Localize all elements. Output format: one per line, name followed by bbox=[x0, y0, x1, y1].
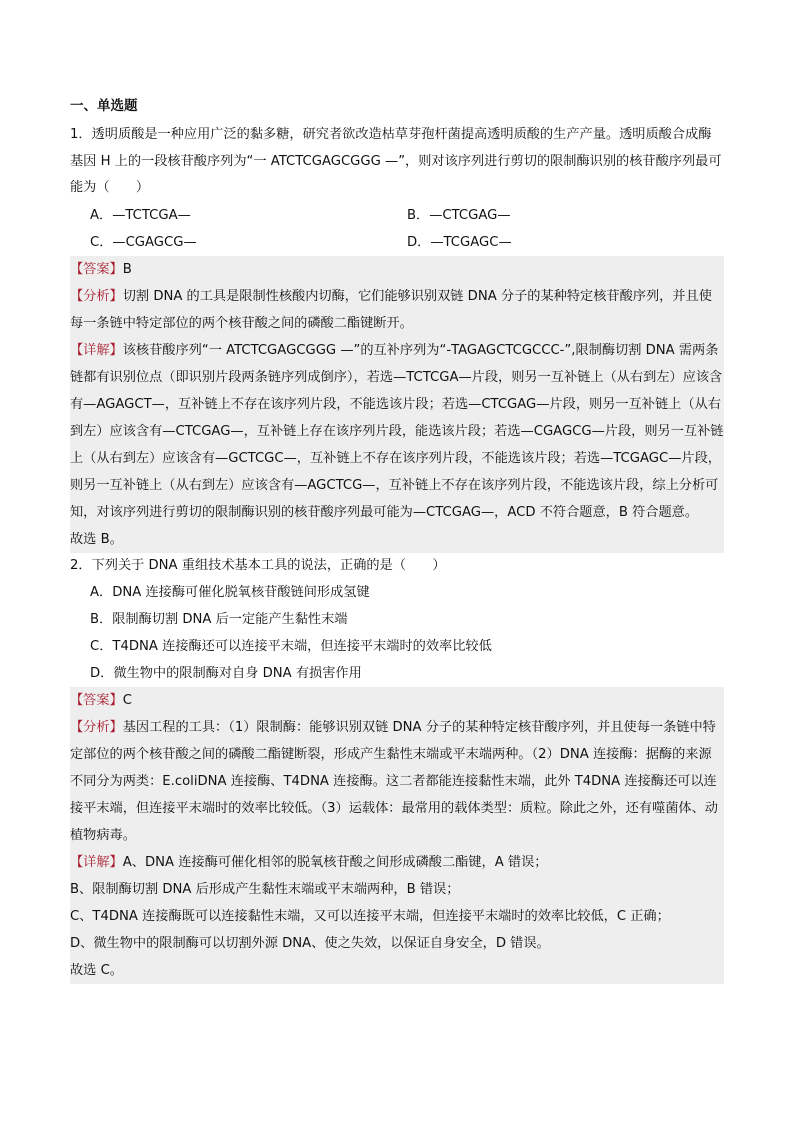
question-1-solution bbox=[70, 256, 724, 553]
analysis-tag: 【分析】 bbox=[70, 720, 123, 735]
detail-tag: 【详解】 bbox=[70, 855, 123, 870]
detail-line-c: C、T4DNA 连接酶既可以连接黏性末端，又可以连接平末端，但连接平末端时的效率比较低，C 正确； bbox=[70, 909, 670, 924]
q2-option-d: D．微生物中的限制酶对自身 DNA 有损害作用 bbox=[90, 666, 362, 681]
analysis-tag: 【分析】 bbox=[70, 288, 123, 304]
question-2-solution bbox=[70, 687, 724, 984]
q2-analysis bbox=[70, 714, 724, 849]
detail-text: 该核苷酸序列“一 ATCTCGAGCGGG —”的互补序列为“-TAGAGCTCGCCC-”,限制酶切割 DNA 需两条链都有识别位点（即识别片段两条链序列成倒序），若选—TCTCGA—片段，则另一互补链上（从右到左）应该含有—AGAGCT—，互补链上不存在该序列片段，不能选该片段；若选—CTCGAG—片段，则另一互补链上（从右到左）应该含有—CTCGAG—，互补链上存在该序列片段，能选该片段；若选—CGAGCG—片段，则另一互补链上（从右到左）应该含有—GCTCGC—，互补链上不存在该序列片段，不能选该片段；若选—TCGAGC—片段，则另一互补链上（从右到左）应该含有—AGCTCG—，互补链上不存在该序列片段，不能选该片段，综上分析可知，对该序列进行剪切的限制酶识别的核苷酸序列最可能为—CTCGAG—，ACD 不符合题意，B 符合题意。 bbox=[70, 342, 724, 520]
q1-detail bbox=[70, 337, 724, 526]
answer-value: C bbox=[122, 693, 132, 708]
detail-line-a: A、DNA 连接酶可催化相邻的脱氧核苷酸之间形成磷酸二酯键，A 错误； bbox=[122, 855, 548, 870]
q1-option-a: A．—TCTCGA— bbox=[90, 207, 191, 223]
analysis-text: 基因工程的工具：（1）限制酶：能够识别双链 DNA 分子的某种特定核苷酸序列，并且使每一条链中特定部位的两个核苷酸之间的磷酸二酯键断裂，形成产生黏性末端或平末端两种。（2）DNA 连接酶：据酶的来源不同分为两类：E.coliDNA 连接酶、T4DNA 连接酶。这二者都能连接黏性末端，此外 T4DNA 连接酶还可以连接平末端，但连接平末端时的效率比较低。（3）运载体：最常用的载体类型：质粒。除此之外，还有噬菌体、动植物病毒。 bbox=[70, 720, 718, 843]
question-1-stem: 1．透明质酸是一种应用广泛的黏多糖，研究者欲改造枯草芽孢杆菌提高透明质酸的生产产量。透明质酸合成酶基因 H 上的一段核苷酸序列为“一 ATCTCGAGCGGG —”，则对该序列进行剪切的限制酶识别的核苷酸序列最可能为（ ） bbox=[70, 127, 722, 195]
q1-option-c: C．—CGAGCG— bbox=[90, 234, 197, 250]
q2-option-a: A．DNA 连接酶可催化脱氧核苷酸链间形成氢键 bbox=[90, 585, 370, 600]
answer-tag: 【答案】 bbox=[70, 261, 123, 277]
question-2-stem: 2．下列关于 DNA 重组技术基本工具的说法，正确的是（ ） bbox=[70, 557, 446, 573]
answer-tag: 【答案】 bbox=[70, 693, 123, 708]
answer-value: B bbox=[122, 261, 132, 277]
q2-detail bbox=[70, 849, 724, 876]
analysis-text: 切割 DNA 的工具是限制性核酸内切酶，它们能够识别双链 DNA 分子的某种特定核苷酸序列，并且使每一条链中特定部位的两个核苷酸之间的磷酸二酯键断开。 bbox=[70, 288, 712, 331]
q2-option-b: B．限制酶切割 DNA 后一定能产生黏性末端 bbox=[90, 612, 348, 627]
q2-option-c: C．T4DNA 连接酶还可以连接平末端，但连接平末端时的效率比较低 bbox=[90, 639, 492, 654]
detail-line-d: D、微生物中的限制酶可以切割外源 DNA、使之失效，以保证自身安全，D 错误。 bbox=[70, 936, 550, 951]
detail-tag: 【详解】 bbox=[70, 342, 123, 358]
document-page bbox=[70, 96, 724, 984]
detail-line-b: B、限制酶切割 DNA 后形成产生黏性末端或平末端两种，B 错误； bbox=[70, 882, 460, 897]
q2-answer bbox=[70, 687, 724, 714]
q1-analysis bbox=[70, 283, 724, 337]
q1-answer bbox=[70, 256, 724, 283]
q2-conclusion: 故选 C。 bbox=[70, 963, 123, 978]
q1-conclusion: 故选 B。 bbox=[70, 531, 123, 547]
question-1-options bbox=[70, 202, 724, 256]
q1-option-b: B．—CTCGAG— bbox=[407, 207, 511, 223]
q1-option-d: D．—TCGAGC— bbox=[407, 234, 512, 250]
question-2-options bbox=[70, 579, 724, 687]
section-title: 一、单选题 bbox=[70, 98, 138, 114]
